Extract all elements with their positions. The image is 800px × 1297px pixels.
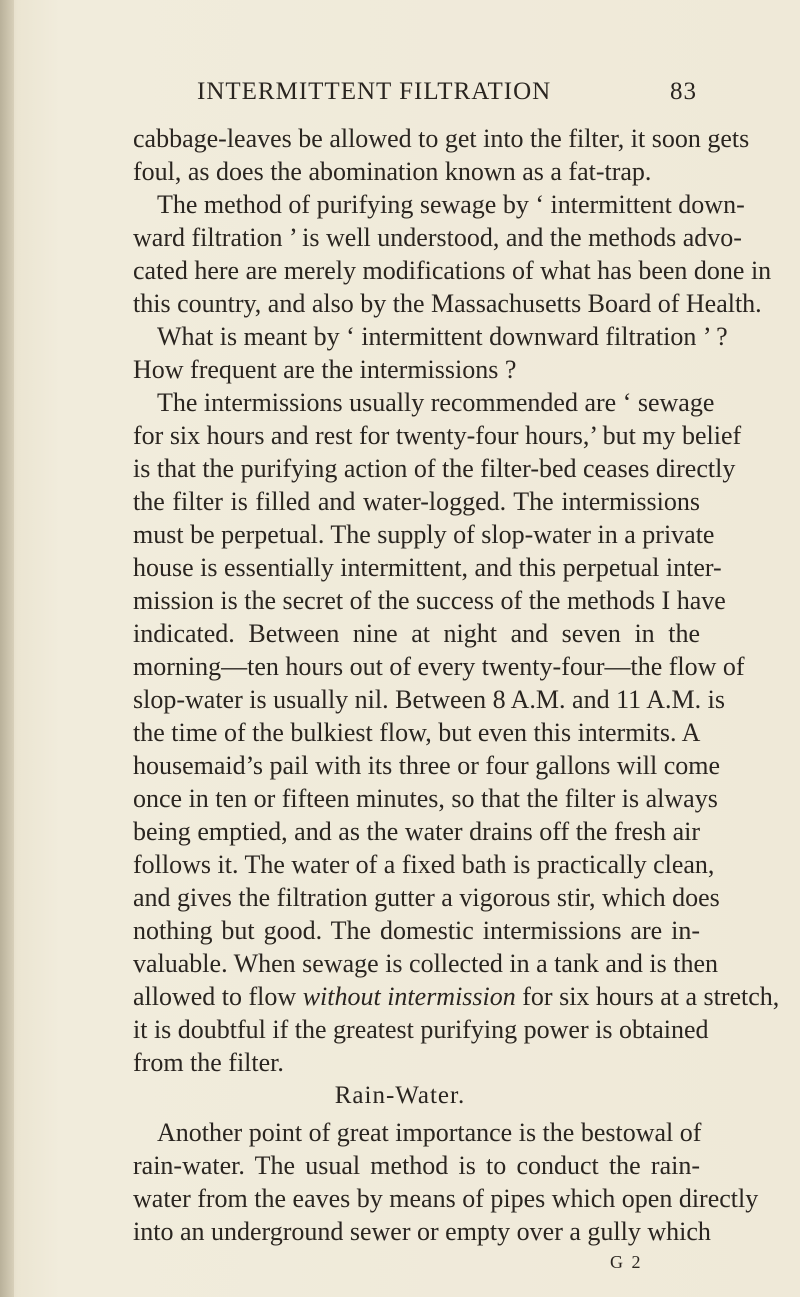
text-line: follows it. The water of a fixed bath is practically clean,: [133, 850, 715, 879]
text-line: water from the eaves by means of pipes which open directly: [133, 1184, 759, 1213]
text-line: house is essentially intermittent, and this perpetual inter-: [133, 553, 722, 582]
text-line: The method of purifying sewage by ‘ intermittent down-: [157, 190, 745, 219]
section-heading: Rain-Water.: [334, 1082, 466, 1109]
text-line: once in ten or fifteen minutes, so that the filter is always: [133, 784, 718, 813]
text-line: cabbage-leaves be allowed to get into the filter, it soon gets: [133, 124, 750, 153]
signature-mark: G 2: [610, 1252, 643, 1272]
text-line: Another point of great importance is the bestowal of: [157, 1118, 702, 1147]
text-line: valuable. When sewage is collected in a tank and is then: [133, 949, 719, 978]
text-line: and gives the filtration gutter a vigorous stir, which does: [133, 883, 720, 912]
text-line: for six hours and rest for twenty-four hours,’ but my belief: [133, 421, 742, 450]
text-line: slop-water is usually nil. Between 8 A.M. and 11 A.M. is: [133, 685, 725, 714]
text-line: indicated. Between nine at night and seven in the: [133, 619, 700, 648]
italic-text: without intermission: [302, 982, 516, 1011]
text-line: nothing but good. The domestic intermissions are in-: [133, 916, 700, 945]
text-line: the time of the bulkiest flow, but even this intermits. A: [133, 718, 701, 747]
page-number: 83: [670, 78, 697, 105]
text-line: mission is the secret of the success of the methods I have: [133, 586, 726, 615]
text-line: from the filter.: [133, 1048, 284, 1077]
text-line-mixed: [133, 982, 780, 1012]
text-line: How frequent are the intermissions ?: [133, 355, 517, 384]
text-line: cated here are merely modifications of what has been done in: [133, 256, 772, 285]
text-line: What is meant by ‘ intermittent downward filtration ’ ?: [157, 322, 728, 351]
text-line: it is doubtful if the greatest purifying power is obtained: [133, 1015, 709, 1044]
text-line: ward filtration ’ is well understood, and the methods advo-: [133, 223, 742, 252]
text-line: into an underground sewer or empty over a gully which: [133, 1217, 711, 1246]
text-segment: for six hours at a stretch,: [522, 982, 780, 1011]
text-line: being emptied, and as the water drains off the fresh air: [133, 817, 700, 846]
running-head-title: INTERMITTENT FILTRATION: [197, 78, 552, 105]
text-line: housemaid’s pail with its three or four gallons will come: [133, 751, 721, 780]
text-line: morning—ten hours out of every twenty-four—the flow of: [133, 652, 745, 681]
text-segment: allowed to flow: [133, 982, 297, 1011]
text-line: the filter is filled and water-logged. The intermissions: [133, 487, 700, 516]
text-line: is that the purifying action of the filter-bed ceases directly: [133, 454, 736, 483]
text-line: rain-water. The usual method is to conduct the rain-: [133, 1151, 700, 1180]
text-line: this country, and also by the Massachusetts Board of Health.: [133, 289, 762, 318]
text-line: must be perpetual. The supply of slop-water in a private: [133, 520, 715, 549]
text-line: The intermissions usually recommended are ‘ sewage: [157, 388, 715, 417]
text-line: foul, as does the abomination known as a fat-trap.: [133, 157, 652, 186]
